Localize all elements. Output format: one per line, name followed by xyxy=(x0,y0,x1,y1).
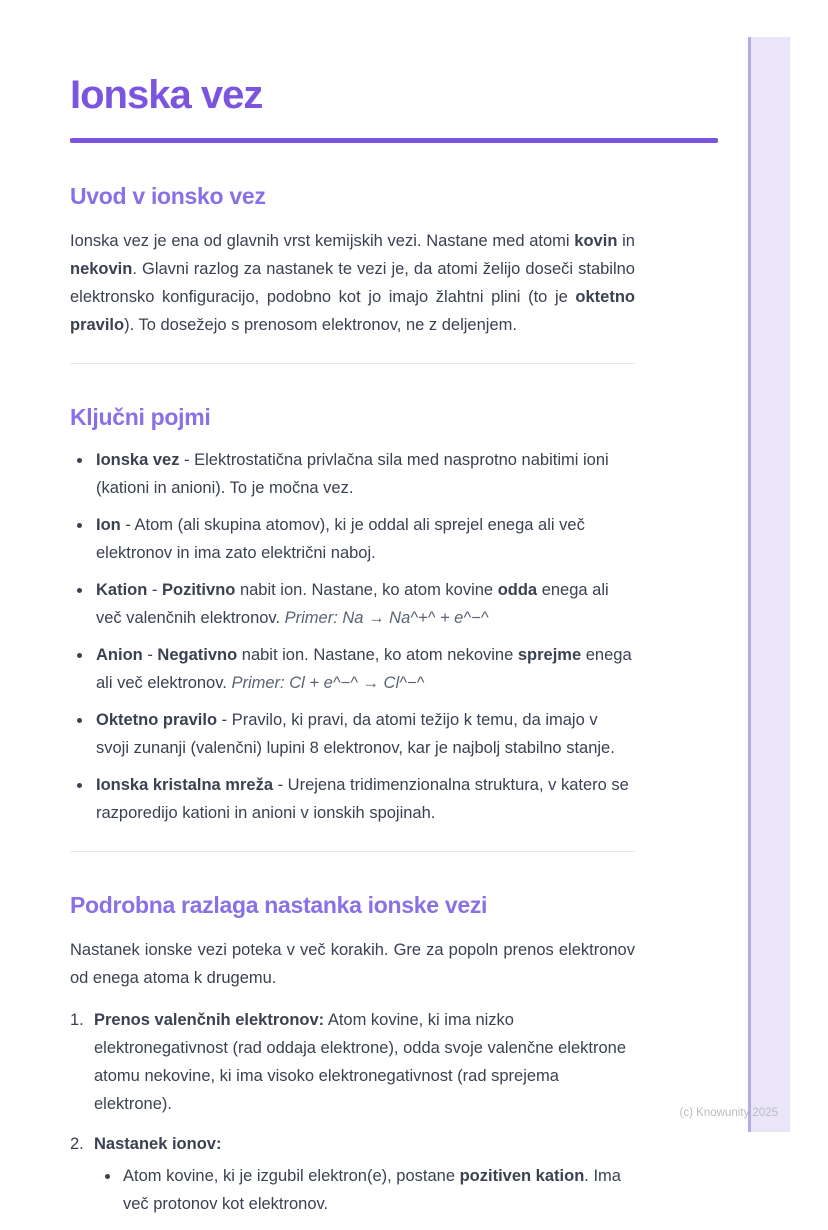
bold-text: kovin xyxy=(574,232,618,250)
title-underline-rule xyxy=(70,138,718,143)
bold-text: Anion xyxy=(96,646,143,664)
bold-text: Ionska kristalna mreža xyxy=(96,776,274,794)
text-segment: . Ima več protonov kot elektronov. xyxy=(123,1167,621,1213)
section-divider xyxy=(70,363,635,364)
bold-text: Negativno xyxy=(157,646,238,664)
bold-text: pozitiven kation xyxy=(459,1167,585,1185)
step-text xyxy=(94,1006,635,1118)
bold-text: Pozitivno xyxy=(162,581,236,599)
text-segment: - xyxy=(142,646,158,664)
text-segment: Nastanek ionske vezi poteka v več korakih. Gre za popoln prenos elektronov od enega atoma k drugemu. xyxy=(70,941,635,987)
key-term-item xyxy=(93,641,635,697)
footer-credit: (c) Knowunity 2025 xyxy=(679,1107,778,1119)
text-segment: - Pravilo, ki pravi, da atomi težijo k temu, da imajo v svoji zunanji (valenčni) lupini 8 elektronov, kar je najbolj stabilno stanje. xyxy=(96,711,615,757)
key-term-item xyxy=(93,576,635,632)
text-segment: nabit ion. Nastane, ko atom nekovine xyxy=(237,646,518,664)
step-number: 1. xyxy=(70,1011,84,1029)
step-number: 2. xyxy=(70,1135,84,1153)
text-segment: Atom kovine, ki ima nizko elektronegativnost (rad oddaja elektrone), odda svoje valenčne elektrone atomu nekovine, ki ima visoko elektronegativnost (rad sprejema elektrone). xyxy=(94,1011,627,1113)
text-segment: enega ali več valenčnih elektronov. xyxy=(96,581,609,627)
key-terms-list xyxy=(70,446,635,827)
text-segment: nabit ion. Nastane, ko atom kovine xyxy=(235,581,498,599)
text-segment: - Atom (ali skupina atomov), ki je oddal ali sprejel enega ali več elektronov in ima zato električni naboj. xyxy=(96,516,585,562)
sub-bullet-item xyxy=(121,1162,635,1218)
bold-text: Prenos valenčnih elektronov: xyxy=(94,1011,325,1029)
steps-list xyxy=(70,1006,635,1218)
page-title: Ionska vez xyxy=(70,73,263,117)
text-segment: - xyxy=(147,581,163,599)
text-segment: . Glavni razlog za nastanek te vezi je, da atomi želijo doseči stabilno elektronsko konfiguracijo, podobno kot jo imajo žlahtni plini (to je xyxy=(70,260,635,306)
bold-text: Nastanek ionov: xyxy=(94,1135,222,1153)
numbered-step xyxy=(70,1006,635,1118)
section-uvod xyxy=(70,181,718,339)
numbered-step xyxy=(70,1130,635,1218)
section-heading-uvod: Uvod v ionsko vez xyxy=(70,183,266,209)
key-term-item xyxy=(93,706,635,762)
intro-paragraph xyxy=(70,227,635,339)
bold-text: Ion xyxy=(96,516,121,534)
section-heading-kljucni-pojmi: Ključni pojmi xyxy=(70,404,211,430)
section-podrobna-razlaga xyxy=(70,890,718,1218)
document-content xyxy=(70,0,718,1230)
explanation-paragraph xyxy=(70,936,635,992)
right-accent-strip xyxy=(748,37,790,1132)
bold-text: nekovin xyxy=(70,260,133,278)
example-italic-text: Primer: Cl + e^−^ → Cl^−^ xyxy=(231,674,425,692)
bold-text: Ionska vez xyxy=(96,451,180,469)
step-text xyxy=(94,1130,635,1218)
key-term-item xyxy=(93,771,635,827)
bold-text: sprejme xyxy=(517,646,582,664)
sub-bullet-list xyxy=(94,1162,635,1218)
bold-text: odda xyxy=(497,581,538,599)
text-segment: Ionska vez je ena od glavnih vrst kemijskih vezi. Nastane med atomi xyxy=(70,232,575,250)
bold-text: Kation xyxy=(96,581,148,599)
section-heading-podrobna-razlaga: Podrobna razlaga nastanka ionske vezi xyxy=(70,892,488,918)
text-segment: in xyxy=(617,232,635,250)
text-segment: - Elektrostatična privlačna sila med nasprotno nabitimi ioni (kationi in anioni). To je močna vez. xyxy=(96,451,609,497)
text-segment: enega ali več elektronov. xyxy=(96,646,632,692)
section-kljucni-pojmi xyxy=(70,402,718,827)
text-segment: Atom kovine, ki je izgubil elektron(e), postane xyxy=(123,1167,460,1185)
key-term-item xyxy=(93,511,635,567)
bold-text: oktetno pravilo xyxy=(70,288,635,334)
example-italic-text: Primer: Na → Na^+^ + e^−^ xyxy=(284,609,489,627)
text-segment: - Urejena tridimenzionalna struktura, v katero se razporedijo kationi in anioni v ionskih spojinah. xyxy=(96,776,629,822)
bold-text: Oktetno pravilo xyxy=(96,711,218,729)
key-term-item xyxy=(93,446,635,502)
text-segment: ). To dosežejo s prenosom elektronov, ne z deljenjem. xyxy=(124,316,517,334)
section-divider xyxy=(70,851,635,852)
